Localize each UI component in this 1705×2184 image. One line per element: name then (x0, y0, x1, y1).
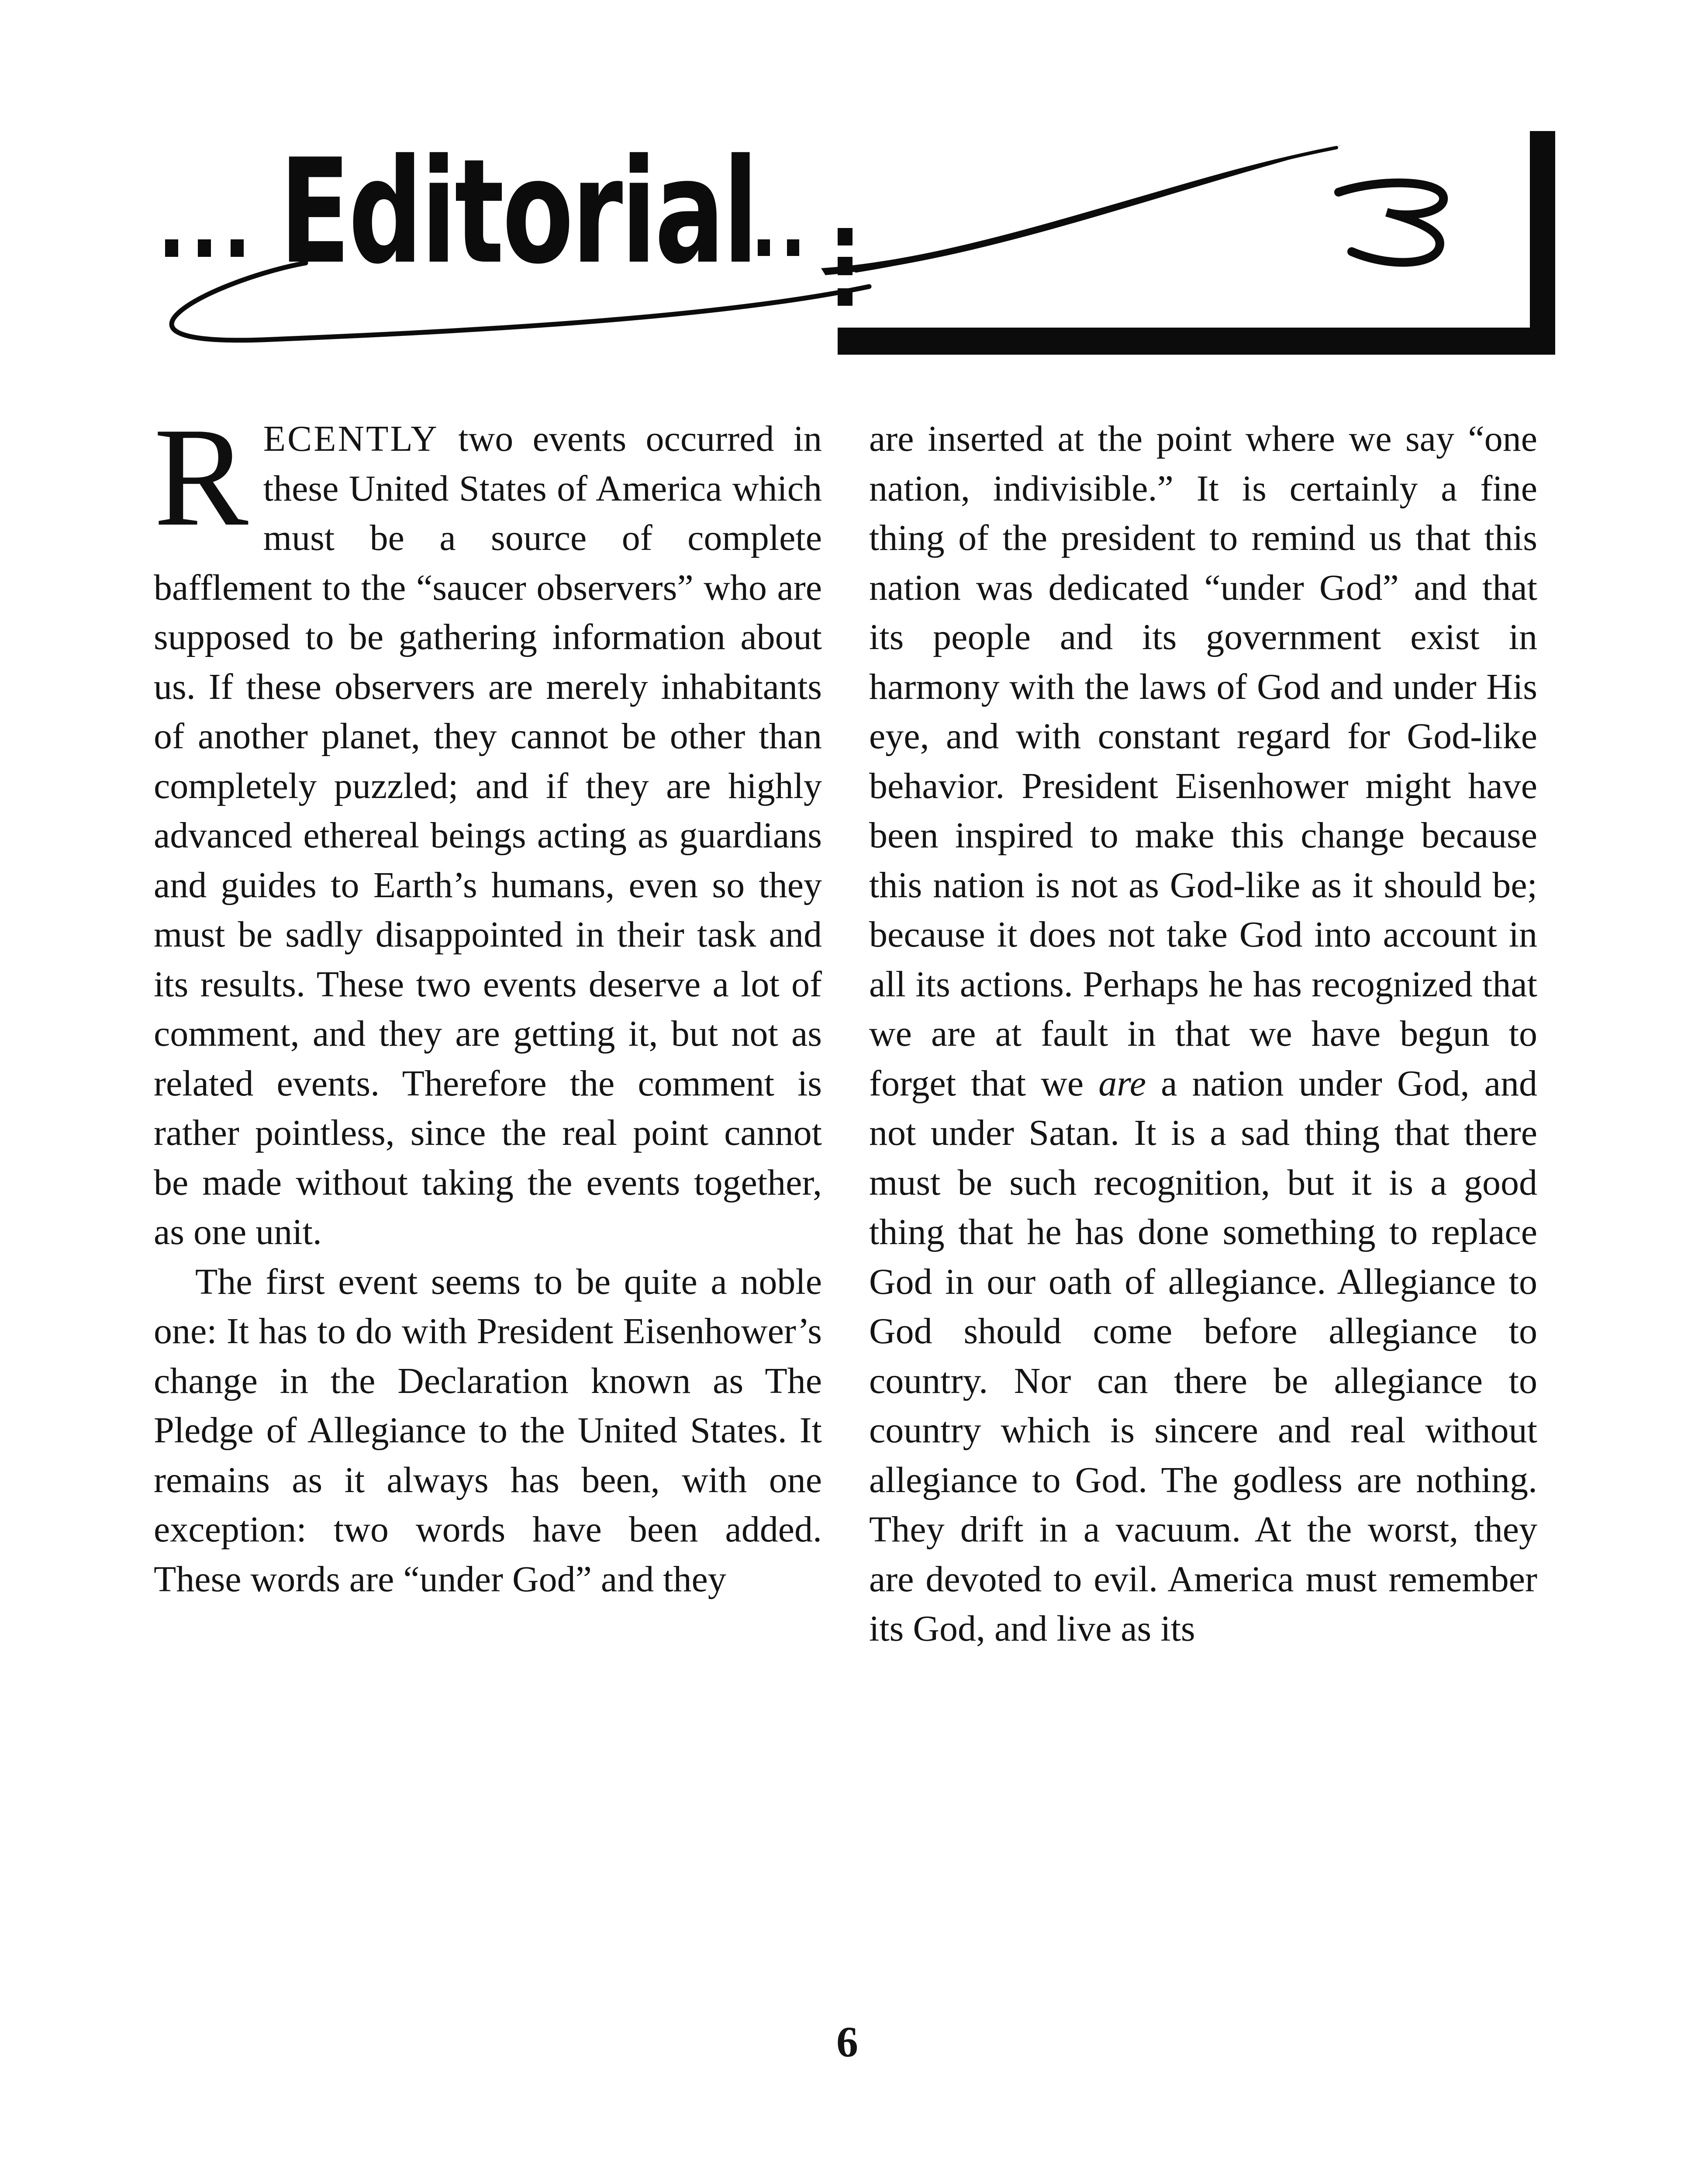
continued-text-part-2: a nation under God, and not under Satan. It is a sad thing that there must be such recognition, but it is a good thing that he has done something to replace God in our oath of allegiance. Allegiance to God should come before allegiance to country. Nor can there be allegiance to country which is sincere and real without allegiance to God. The godless are nothing. They drift in a vacuum. At the worst, they are devoted to evil. America must remember its God, and live as its (869, 1063, 1537, 1649)
drop-cap: R (154, 398, 249, 556)
editorial-header (148, 127, 1559, 371)
paragraph-1 (154, 398, 822, 1257)
continued-text-part-1: are inserted at the point where we say “one nation, indivisible.” It is certainly a fine thing of the president to remind us that this nation was dedicated “under God” and that its people and its government exist in harmony with the laws of God and under His eye, and with constant regard for God-like behavior. President Eisenhower might have been inspired to make this change because this nation is not as God-like as it should be; because it does not take God into account in all its actions. Perhaps he has recognized that we are at fault in that we have begun to forget that we (869, 418, 1537, 1104)
emphasized-word: are (1098, 1063, 1146, 1104)
left-column (154, 398, 822, 1604)
paragraph-2-continued (869, 414, 1537, 1654)
lead-in-smallcaps: ECENTLY (263, 418, 439, 459)
page-number: 6 (836, 2018, 858, 2066)
right-column (869, 414, 1537, 1654)
paragraph-1-text: two events occurred in these United States of America which must be a source of complete bafflement to the “saucer observers” who are supposed to be gathering information about us. If these observers are merely inhabitants of another planet, they cannot be other than completely puzzled; and if they are highly advanced ethereal beings acting as guardians and guides to Earth’s humans, even so they must be sadly disappointed in their task and its results. These two events deserve a lot of comment, and they are getting it, but not as related events. Therefore the comment is rather pointless, since the real point cannot be made without taking the events together, as one unit. (154, 418, 822, 1252)
paragraph-2: The first event seems to be quite a noble one: It has to do with President Eisenhower’s change in the Declaration known as The Pledge of Allegiance to the United States. It remains as it always has been, with one exception: two words have been added. These words are “under God” and they (154, 1261, 822, 1600)
editorial-title: Editorial (280, 128, 757, 296)
